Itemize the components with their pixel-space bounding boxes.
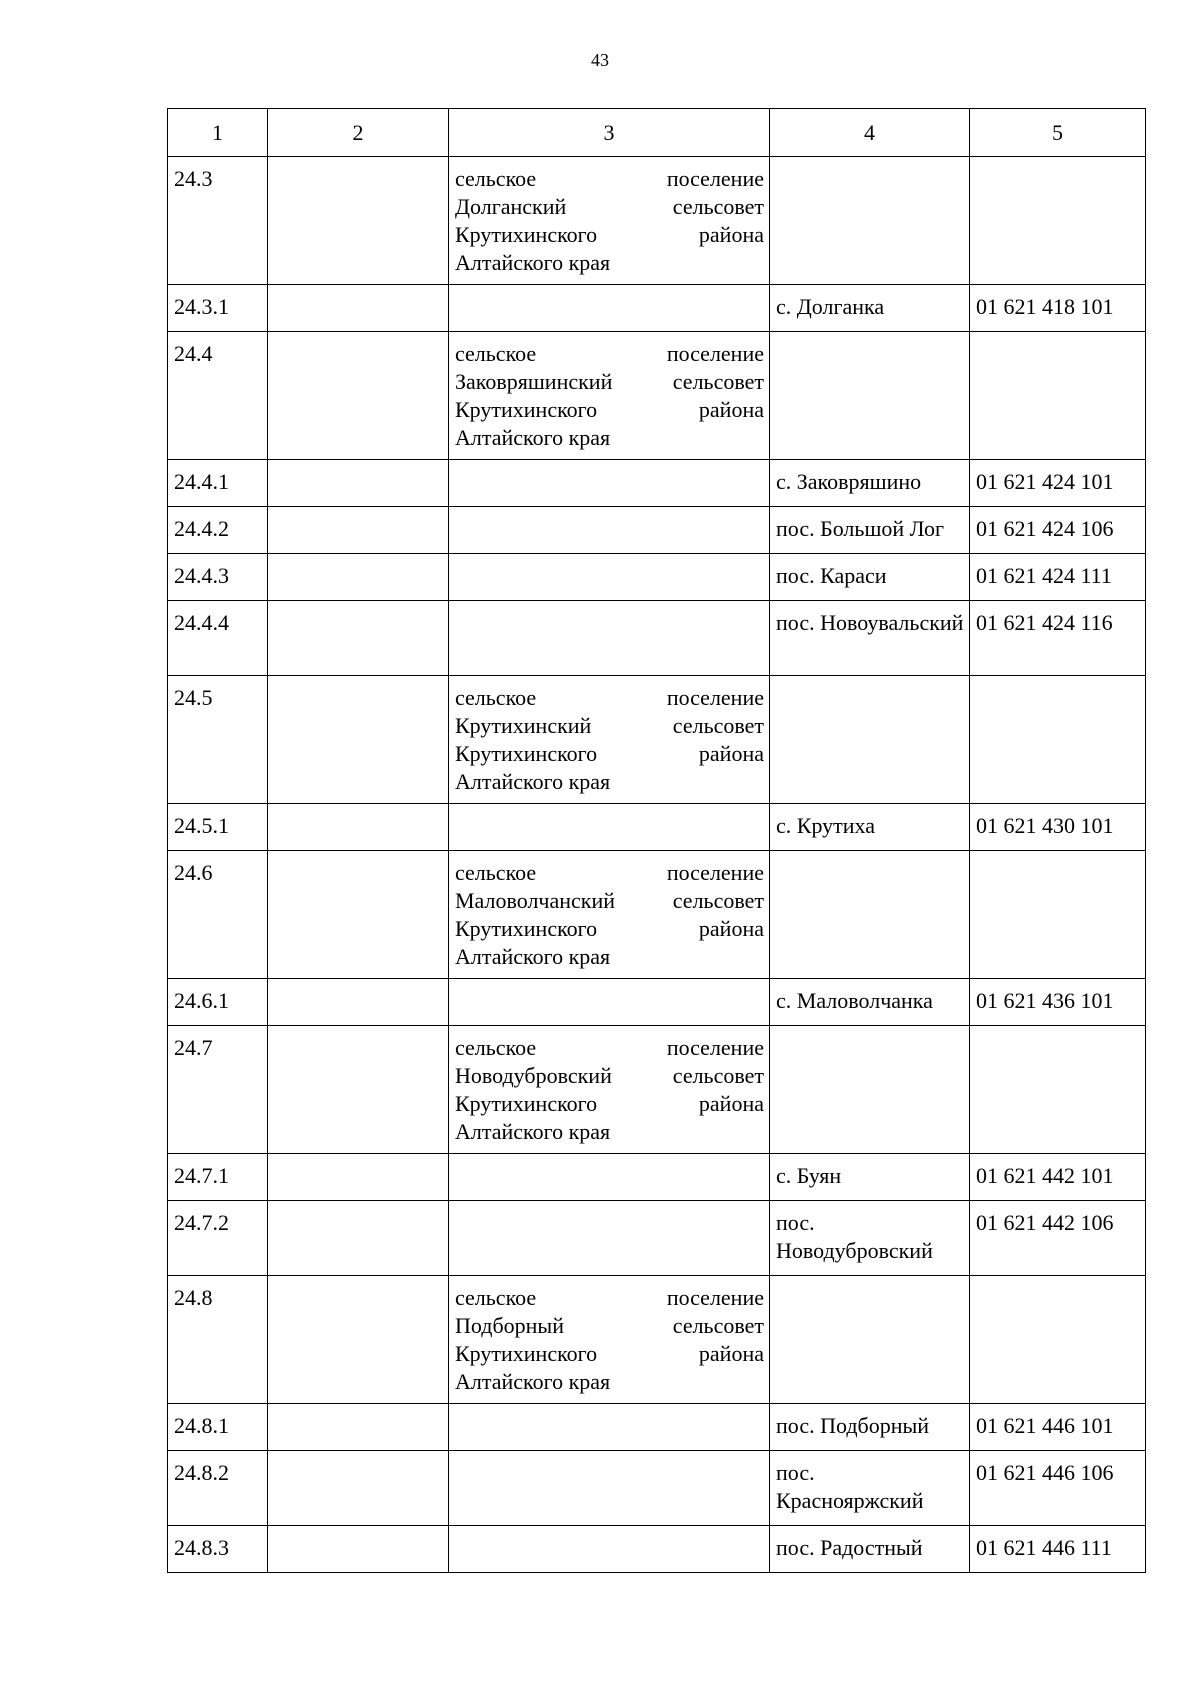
description-line: Долганский сельсовет bbox=[455, 194, 764, 219]
row-col2-cell bbox=[268, 1026, 449, 1154]
row-number-cell: 24.7 bbox=[168, 1026, 268, 1154]
description-line: сельское поселение bbox=[455, 1285, 764, 1310]
row-number-cell: 24.5 bbox=[168, 676, 268, 804]
row-col2-cell bbox=[268, 1154, 449, 1201]
table-row bbox=[168, 285, 1146, 332]
row-description-cell bbox=[449, 332, 770, 460]
row-number-cell: 24.4.4 bbox=[168, 601, 268, 676]
header-col-4: 4 bbox=[770, 109, 970, 157]
description-line: Крутихинский сельсовет bbox=[455, 713, 764, 738]
row-settlement-cell bbox=[770, 1026, 970, 1154]
row-description-cell bbox=[449, 1026, 770, 1154]
table-row bbox=[168, 851, 1146, 979]
row-description-cell bbox=[449, 1404, 770, 1451]
row-description-cell bbox=[449, 1526, 770, 1573]
table-row bbox=[168, 157, 1146, 285]
description-line: Заковряшинский сельсовет bbox=[455, 369, 764, 394]
row-settlement-cell bbox=[770, 1276, 970, 1404]
row-description-cell bbox=[449, 1451, 770, 1526]
table-header-row bbox=[168, 109, 1146, 157]
description-line: Крутихинского района bbox=[455, 397, 764, 422]
description-line: Алтайского края bbox=[455, 425, 611, 450]
table-row bbox=[168, 1154, 1146, 1201]
row-description-cell bbox=[449, 507, 770, 554]
row-description-cell bbox=[449, 554, 770, 601]
table-row bbox=[168, 1404, 1146, 1451]
table-row bbox=[168, 676, 1146, 804]
row-description-cell bbox=[449, 1201, 770, 1276]
row-code-cell bbox=[970, 332, 1146, 460]
row-col2-cell bbox=[268, 1451, 449, 1526]
registry-table bbox=[167, 108, 1146, 1573]
table-row bbox=[168, 804, 1146, 851]
table-row bbox=[168, 1451, 1146, 1526]
description-line: Крутихинского района bbox=[455, 916, 764, 941]
row-number-cell: 24.8 bbox=[168, 1276, 268, 1404]
row-code-cell bbox=[970, 1276, 1146, 1404]
description-line: Маловолчанский сельсовет bbox=[455, 888, 764, 913]
row-col2-cell bbox=[268, 460, 449, 507]
row-col2-cell bbox=[268, 1404, 449, 1451]
row-settlement-cell: с. Заковряшино bbox=[770, 460, 970, 507]
row-code-cell: 01 621 442 101 bbox=[970, 1154, 1146, 1201]
row-code-cell: 01 621 424 101 bbox=[970, 460, 1146, 507]
row-number-cell: 24.3.1 bbox=[168, 285, 268, 332]
row-settlement-cell: пос. Новодубровский bbox=[770, 1201, 970, 1276]
row-settlement-cell: пос. Караси bbox=[770, 554, 970, 601]
table-row bbox=[168, 1201, 1146, 1276]
table-row bbox=[168, 554, 1146, 601]
row-settlement-cell bbox=[770, 157, 970, 285]
row-code-cell bbox=[970, 851, 1146, 979]
row-col2-cell bbox=[268, 804, 449, 851]
table-row bbox=[168, 332, 1146, 460]
row-description-cell bbox=[449, 285, 770, 332]
description-line: Крутихинского района bbox=[455, 222, 764, 247]
row-settlement-cell bbox=[770, 332, 970, 460]
row-col2-cell bbox=[268, 676, 449, 804]
table-body bbox=[168, 157, 1146, 1573]
row-code-cell: 01 621 446 101 bbox=[970, 1404, 1146, 1451]
row-number-cell: 24.4 bbox=[168, 332, 268, 460]
row-number-cell: 24.4.2 bbox=[168, 507, 268, 554]
row-number-cell: 24.8.3 bbox=[168, 1526, 268, 1573]
description-line: Алтайского края bbox=[455, 769, 611, 794]
description-line: Алтайского края bbox=[455, 1369, 611, 1394]
description-line: Алтайского края bbox=[455, 1119, 611, 1144]
row-number-cell: 24.4.1 bbox=[168, 460, 268, 507]
row-code-cell bbox=[970, 157, 1146, 285]
table-row bbox=[168, 507, 1146, 554]
row-code-cell: 01 621 424 111 bbox=[970, 554, 1146, 601]
row-settlement-cell: с. Буян bbox=[770, 1154, 970, 1201]
row-description-cell bbox=[449, 460, 770, 507]
row-settlement-cell: с. Долганка bbox=[770, 285, 970, 332]
row-col2-cell bbox=[268, 851, 449, 979]
description-line: сельское поселение bbox=[455, 341, 764, 366]
page-number: 43 bbox=[591, 50, 609, 70]
description-line: Алтайского края bbox=[455, 250, 611, 275]
row-code-cell bbox=[970, 1026, 1146, 1154]
row-code-cell: 01 621 424 116 bbox=[970, 601, 1146, 676]
row-code-cell: 01 621 446 106 bbox=[970, 1451, 1146, 1526]
row-settlement-cell: с. Крутиха bbox=[770, 804, 970, 851]
row-description-cell bbox=[449, 676, 770, 804]
row-code-cell: 01 621 446 111 bbox=[970, 1526, 1146, 1573]
description-line: Подборный сельсовет bbox=[455, 1313, 764, 1338]
row-settlement-cell: пос. Подборный bbox=[770, 1404, 970, 1451]
row-number-cell: 24.7.2 bbox=[168, 1201, 268, 1276]
row-settlement-cell: с. Маловолчанка bbox=[770, 979, 970, 1026]
row-col2-cell bbox=[268, 601, 449, 676]
row-col2-cell bbox=[268, 554, 449, 601]
row-description-cell bbox=[449, 1154, 770, 1201]
row-description-cell bbox=[449, 804, 770, 851]
row-number-cell: 24.8.1 bbox=[168, 1404, 268, 1451]
description-line: Алтайского края bbox=[455, 944, 611, 969]
table-row bbox=[168, 1526, 1146, 1573]
description-line: Крутихинского района bbox=[455, 1091, 764, 1116]
table-row bbox=[168, 979, 1146, 1026]
row-col2-cell bbox=[268, 1201, 449, 1276]
row-code-cell: 01 621 430 101 bbox=[970, 804, 1146, 851]
row-settlement-cell: пос. Большой Лог bbox=[770, 507, 970, 554]
row-settlement-cell bbox=[770, 851, 970, 979]
row-description-cell bbox=[449, 601, 770, 676]
row-col2-cell bbox=[268, 285, 449, 332]
header-col-1: 1 bbox=[168, 109, 268, 157]
table-row bbox=[168, 1276, 1146, 1404]
description-line: сельское поселение bbox=[455, 166, 764, 191]
header-col-3: 3 bbox=[449, 109, 770, 157]
row-col2-cell bbox=[268, 1526, 449, 1573]
description-line: сельское поселение bbox=[455, 1035, 764, 1060]
row-col2-cell bbox=[268, 157, 449, 285]
row-code-cell: 01 621 424 106 bbox=[970, 507, 1146, 554]
description-line: Новодубровский сельсовет bbox=[455, 1063, 764, 1088]
row-number-cell: 24.4.3 bbox=[168, 554, 268, 601]
table-row bbox=[168, 1026, 1146, 1154]
description-line: Крутихинского района bbox=[455, 1341, 764, 1366]
row-settlement-cell: пос. Новоувальский bbox=[770, 601, 970, 676]
description-line: Крутихинского района bbox=[455, 741, 764, 766]
row-settlement-cell: пос. Радостный bbox=[770, 1526, 970, 1573]
row-description-cell bbox=[449, 979, 770, 1026]
row-code-cell: 01 621 442 106 bbox=[970, 1201, 1146, 1276]
row-number-cell: 24.8.2 bbox=[168, 1451, 268, 1526]
row-number-cell: 24.5.1 bbox=[168, 804, 268, 851]
row-col2-cell bbox=[268, 507, 449, 554]
row-code-cell bbox=[970, 676, 1146, 804]
row-col2-cell bbox=[268, 979, 449, 1026]
row-code-cell: 01 621 418 101 bbox=[970, 285, 1146, 332]
row-description-cell bbox=[449, 1276, 770, 1404]
row-col2-cell bbox=[268, 1276, 449, 1404]
row-settlement-cell: пос. Краснояржский bbox=[770, 1451, 970, 1526]
row-code-cell: 01 621 436 101 bbox=[970, 979, 1146, 1026]
row-number-cell: 24.6 bbox=[168, 851, 268, 979]
row-settlement-cell bbox=[770, 676, 970, 804]
description-line: сельское поселение bbox=[455, 685, 764, 710]
description-line: сельское поселение bbox=[455, 860, 764, 885]
row-number-cell: 24.6.1 bbox=[168, 979, 268, 1026]
table-row bbox=[168, 601, 1146, 676]
table-row bbox=[168, 460, 1146, 507]
row-description-cell bbox=[449, 851, 770, 979]
header-col-2: 2 bbox=[268, 109, 449, 157]
row-number-cell: 24.7.1 bbox=[168, 1154, 268, 1201]
header-col-5: 5 bbox=[970, 109, 1146, 157]
row-number-cell: 24.3 bbox=[168, 157, 268, 285]
row-description-cell bbox=[449, 157, 770, 285]
row-col2-cell bbox=[268, 332, 449, 460]
